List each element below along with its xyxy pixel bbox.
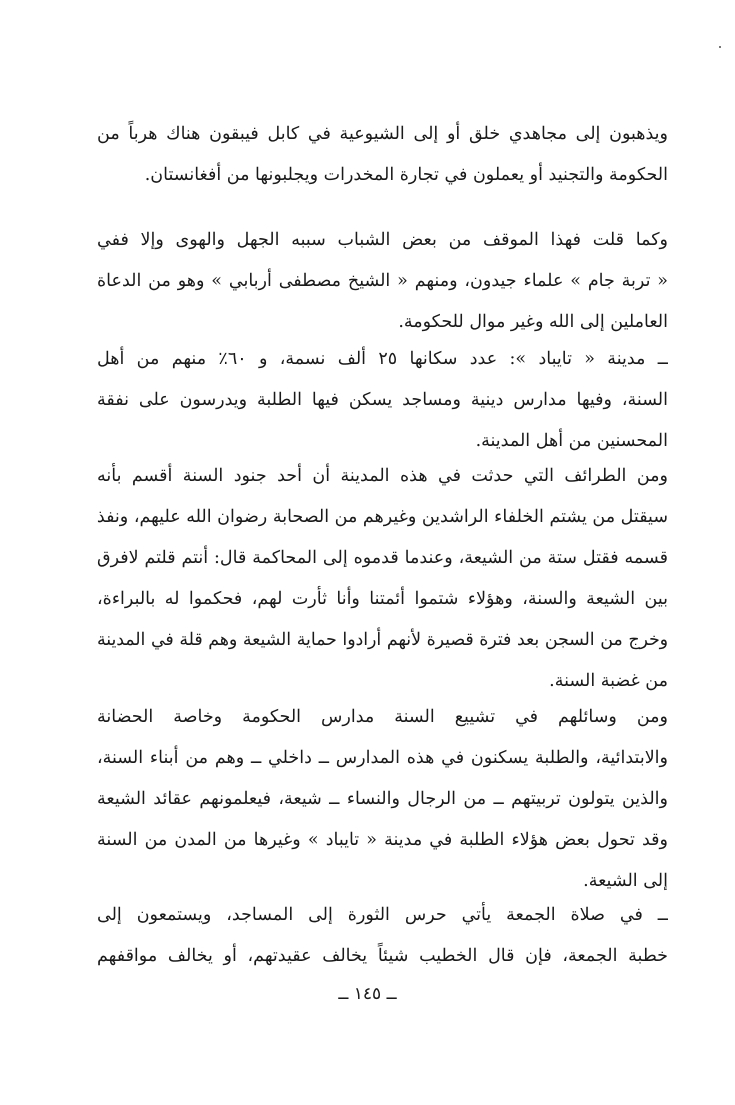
paragraph-line: الحكومة والتجنيد أو يعملون في تجارة المخدرات ويجلبونها من أفغانستان. <box>144 165 668 185</box>
paragraph-3 <box>97 339 668 462</box>
paragraph-line: ويذهبون إلى مجاهدي خلق أو إلى الشيوعية في كابل فيبقون هناك هرباً من <box>97 124 668 144</box>
paragraph-line: سيقتل من يشتم الخلفاء الراشدين وغيرهم من الصحابة رضوان الله عليهم، ونفذ <box>97 507 668 527</box>
paragraph-line: إلى الشيعة. <box>583 871 668 891</box>
paragraph-6 <box>97 895 668 977</box>
paragraph-line: والابتدائية، والطلبة يسكنون في هذه المدارس ــ داخلي ــ وهم من أبناء السنة، <box>97 748 668 768</box>
paragraph-line: العاملين إلى الله وغير موال للحكومة. <box>398 312 668 332</box>
paragraph-line: المحسنين من أهل المدينة. <box>475 431 668 451</box>
paragraph-line: قسمه فقتل ستة من الشيعة، وعندما قدموه إلى المحاكمة قال: أنتم قلتم لافرق <box>97 548 668 568</box>
paragraph-line: السنة، وفيها مدارس دينية ومساجد يسكن فيها الطلبة ويدرسون على نفقة <box>97 390 668 410</box>
paragraph-line: والذين يتولون تربيتهم ــ من الرجال والنساء ــ شيعة، فيعلمونهم عقائد الشيعة <box>97 789 668 809</box>
paragraph-1 <box>97 114 668 196</box>
paragraph-line: من غضبة السنة. <box>549 671 668 691</box>
paragraph-line: وقد تحول بعض هؤلاء الطلبة في مدينة « تايباد » وغيرها من المدن من السنة <box>97 830 668 850</box>
paragraph-4 <box>97 456 668 702</box>
paragraph-5 <box>97 697 668 902</box>
paragraph-line: « تربة جام » علماء جيدون، ومنهم « الشيخ مصطفى أربابي » وهو من الدعاة <box>97 271 668 291</box>
paragraph-line: ومن الطرائف التي حدثت في هذه المدينة أن أحد جنود السنة أقسم بأنه <box>97 466 668 486</box>
paragraph-line: ــ في صلاة الجمعة يأتي حرس الثورة إلى المساجد، ويستمعون إلى <box>97 905 668 925</box>
paragraph-line: وكما قلت فهذا الموقف من بعض الشباب سببه الجهل والهوى وإلا ففي <box>97 230 668 250</box>
paragraph-line: خطبة الجمعة، فإن قال الخطيب شيئاً يخالف عقيدتهم، أو يخالف مواقفهم <box>97 946 668 966</box>
paragraph-line: بين الشيعة والسنة، وهؤلاء شتموا أئمتنا وأنا ثأرت لهم، فحكموا له بالبراءة، <box>97 589 668 609</box>
paragraph-line: وخرج من السجن بعد فترة قصيرة لأنهم أرادوا حماية الشيعة وهم قلة في المدينة <box>97 630 668 650</box>
paragraph-2 <box>97 220 668 343</box>
page-number: ــ ١٤٥ ــ <box>338 984 397 1004</box>
scan-speck <box>719 46 721 48</box>
paragraph-line: ومن وسائلهم في تشييع السنة مدارس الحكومة وخاصة الحضانة <box>97 707 668 727</box>
paragraph-line: ــ مدينة « تايباد »: عدد سكانها ٢٥ ألف نسمة، و ٦٠٪ منهم من أهل <box>97 349 668 369</box>
